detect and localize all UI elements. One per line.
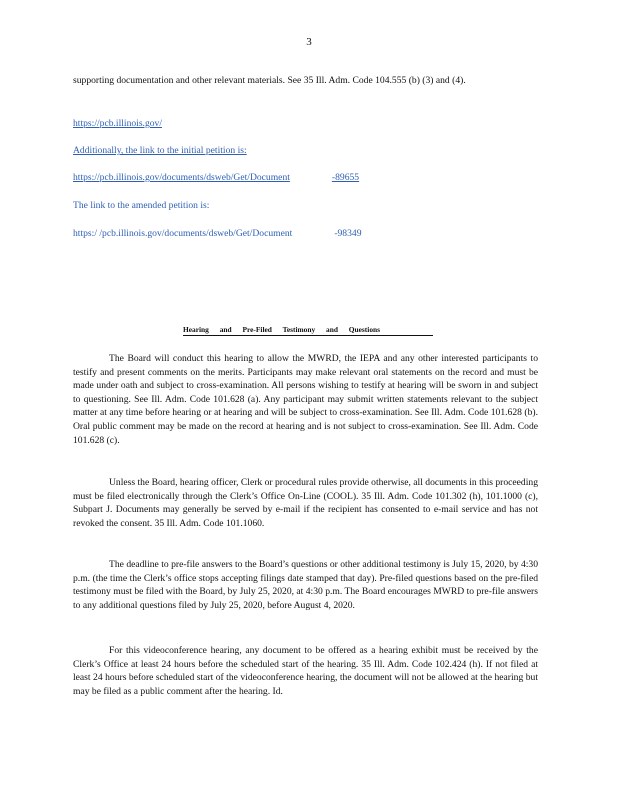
amended-petition-link-suffix: -98349 [334, 228, 362, 239]
initial-petition-link[interactable] [73, 171, 359, 185]
pcb-home-link[interactable]: https://pcb.illinois.gov/ [73, 118, 163, 129]
intro-paragraph: supporting documentation and other relevant materials. See 35 Ill. Adm. Code 104.555 (b) (3) and (4). [73, 75, 466, 86]
page-number: 3 [306, 36, 312, 48]
paragraph-hearing-conduct: The Board will conduct this hearing to allow the MWRD, the IEPA and any other interested participants to testify and present comments on the merits. Participants may make relevant oral statements on the record and must be made under oath and subject to cross-examination. All persons wishing to testify at hearing will be sworn in and subject to questioning. See Ill. Adm. Code 101.628 (a). Any participant may submit written statements relevant to the subject matter at any time before hearing or at hearing and will be subject to cross-examination. See Ill. Adm. Code 101.628 (b). Oral public comment may be made on the record at hearing and is not subject to cross-examination. See Ill. Adm. Code 101.628 (c). [73, 353, 538, 446]
paragraph-exhibit-filing: For this videoconference hearing, any document to be offered as a hearing exhibit must be received by the Clerk’s Office at least 24 hours before the scheduled start of the hearing. 35 Ill. Adm. Code 102.424 (h). If not filed at least 24 hours before scheduled start of the videoconference hearing, the document will not be allowed at the hearing but may be filed as a public comment after the hearing. Id. [73, 645, 538, 697]
paragraph-prefile-deadline: The deadline to pre-file answers to the Board’s questions or other additional testimony is July 15, 2020, by 4:30 p.m. (the time the Clerk’s office stops accepting filings date stamped that day). Pre-filed questions based on the pre-filed testimony must be filed with the Board, by July 25, 2020, at 4:30 p.m. The Board encourages MWRD to pre-file answers to any additional questions filed by July 25, 2020, before August 4, 2020. [73, 559, 538, 611]
amended-petition-label: The link to the amended petition is: [73, 200, 210, 211]
amended-petition-link[interactable] [73, 227, 362, 241]
amended-petition-link-prefix: https:/ /pcb.illinois.gov/documents/dsweb/Get/Document [73, 228, 293, 239]
section-heading: Hearing and Pre-Filed Testimony and Questions [183, 325, 433, 336]
initial-petition-label: Additionally, the link to the initial petition is: [73, 145, 247, 156]
initial-petition-link-suffix: -89655 [331, 172, 360, 183]
initial-petition-link-prefix: https://pcb.illinois.gov/documents/dsweb/Get/Document [73, 172, 290, 183]
paragraph-electronic-filing: Unless the Board, hearing officer, Clerk or procedural rules provide otherwise, all documents in this proceeding must be filed electronically through the Clerk’s Office On-Line (COOL). 35 Ill. Adm. Code 101.302 (h), 101.1000 (c), Subpart J. Documents may generally be served by e-mail if the recipient has consented to e-mail service and has not revoked the consent. 35 Ill. Adm. Code 101.1060. [73, 477, 538, 529]
